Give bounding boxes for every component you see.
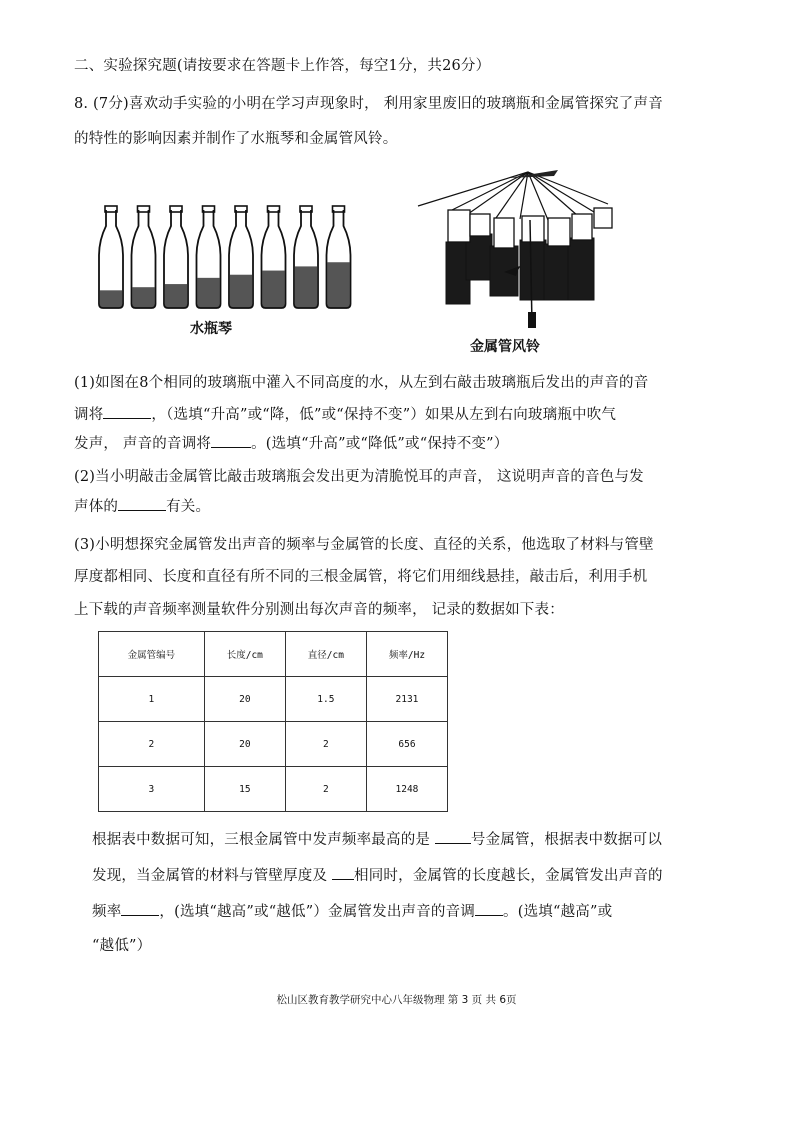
table-row <box>99 767 448 812</box>
table-cell: 1 <box>99 677 205 722</box>
table-cell: 20 <box>204 677 285 722</box>
water-level-2 <box>133 287 155 308</box>
part3-line-1: (3)小明想探究金属管发出声音的频率与金属管的长度、直径的关系，他选取了材料与管壁 <box>74 537 654 553</box>
conclusion-line-1 <box>92 828 662 849</box>
table-cell: 656 <box>366 722 447 767</box>
part1-text: 。(选填“升高”或“降低”或“保持不变”） <box>251 436 509 452</box>
conclusion-text: 频率 <box>92 904 122 920</box>
question-line-2: 的特性的影响因素并制作了水瓶琴和金属管风铃。 <box>74 131 398 147</box>
part2-text: 声体的 <box>74 499 119 515</box>
bottle-2 <box>132 206 156 308</box>
table-row <box>99 722 448 767</box>
table-header: 长度/cm <box>204 632 285 677</box>
table-cell: 20 <box>204 722 285 767</box>
conclusion-text: 相同时，金属管的长度越长，金属管发出声音的 <box>354 868 663 884</box>
chimes-label: 金属管风铃 <box>470 339 540 355</box>
part3-line-3: 上下载的声音频率测量软件分别测出每次声音的频率， 记录的数据如下表： <box>74 602 564 618</box>
table-header: 金属管编号 <box>99 632 205 677</box>
table-cell: 3 <box>99 767 205 812</box>
bottles-label: 水瓶琴 <box>190 321 232 337</box>
bottle-7 <box>294 206 318 308</box>
conclusion-text: 根据表中数据可知，三根金属管中发声频率最高的是 <box>92 832 435 848</box>
question-line-1: 8. (7分)喜欢动手实验的小明在学习声现象时， 利用家里废旧的玻璃瓶和金属管探究了声音 <box>74 96 663 112</box>
answer-blank-1[interactable] <box>103 404 151 419</box>
part2-text: 有关。 <box>166 499 211 515</box>
conclusion-line-3 <box>92 900 612 921</box>
table-cell: 15 <box>204 767 285 812</box>
part2-line-1: (2)当小明敲击金属管比敲击玻璃瓶会发出更为清脆悦耳的声音， 这说明声音的音色与发 <box>74 469 644 485</box>
table-row <box>99 677 448 722</box>
table-header: 直径/cm <box>285 632 366 677</box>
metal-tube-wind-chime-figure <box>408 164 628 334</box>
water-level-1 <box>100 290 122 308</box>
table-cell: 2 <box>285 722 366 767</box>
water-level-4 <box>198 278 220 308</box>
water-level-5 <box>230 275 252 308</box>
table-cell: 1248 <box>366 767 447 812</box>
table-cell: 2131 <box>366 677 447 722</box>
bottle-6 <box>262 206 286 308</box>
conclusion-text: ，(选填“越高”或“越低”）金属管发出声音的音调 <box>159 904 476 920</box>
bottle-1 <box>99 206 123 308</box>
bottle-3 <box>164 206 188 308</box>
table-cell: 2 <box>99 722 205 767</box>
conclusion-line-4: “越低”） <box>92 938 152 954</box>
water-bottle-xylophone-figure <box>92 196 352 336</box>
conclusion-text: 。(选填“越高”或 <box>503 904 613 920</box>
part1-text: 调将 <box>74 407 104 423</box>
answer-blank-3[interactable] <box>118 496 166 511</box>
part1-text: 发声， 声音的音调将 <box>74 436 212 452</box>
conclusion-line-2 <box>92 864 663 885</box>
water-level-3 <box>165 284 187 308</box>
answer-blank-4[interactable] <box>435 829 471 844</box>
part1-line-3 <box>74 432 508 453</box>
table-cell: 2 <box>285 767 366 812</box>
water-level-6 <box>263 271 285 308</box>
answer-blank-6[interactable] <box>121 901 159 916</box>
answer-blank-5[interactable] <box>332 865 354 880</box>
answer-blank-7[interactable] <box>475 901 503 916</box>
part1-line-2 <box>74 403 616 424</box>
answer-blank-2[interactable] <box>211 433 251 448</box>
section-title: 二、实验探究题(请按要求在答题卡上作答，每空1分，共26分） <box>74 58 491 74</box>
part1-text: ，（选填“升高”或“降，低”或“保持不变”）如果从左到右向玻璃瓶中吹气 <box>151 407 617 423</box>
bottle-8 <box>327 206 351 308</box>
water-level-7 <box>295 266 317 308</box>
part3-line-2: 厚度都相同、长度和直径有所不同的三根金属管，将它们用细线悬挂，敲击后，利用手机 <box>74 569 648 585</box>
bottle-5 <box>229 206 253 308</box>
conclusion-text: 号金属管，根据表中数据可以 <box>470 832 663 848</box>
table-cell: 1.5 <box>285 677 366 722</box>
bottle-4 <box>197 206 221 308</box>
part1-line-1: (1)如图在8个相同的玻璃瓶中灌入不同高度的水，从左到右敲击玻璃瓶后发出的声音的音 <box>74 375 649 391</box>
water-level-8 <box>328 262 350 308</box>
table-header: 频率/Hz <box>366 632 447 677</box>
part2-line-2 <box>74 495 210 516</box>
conclusion-text: 发现，当金属管的材料与管壁厚度及 <box>92 868 333 884</box>
data-table <box>98 631 448 812</box>
page-footer: 松山区教育教学研究中心八年级物理 第 3 页 共 6页 <box>276 994 517 1006</box>
table-header-row <box>99 632 448 677</box>
